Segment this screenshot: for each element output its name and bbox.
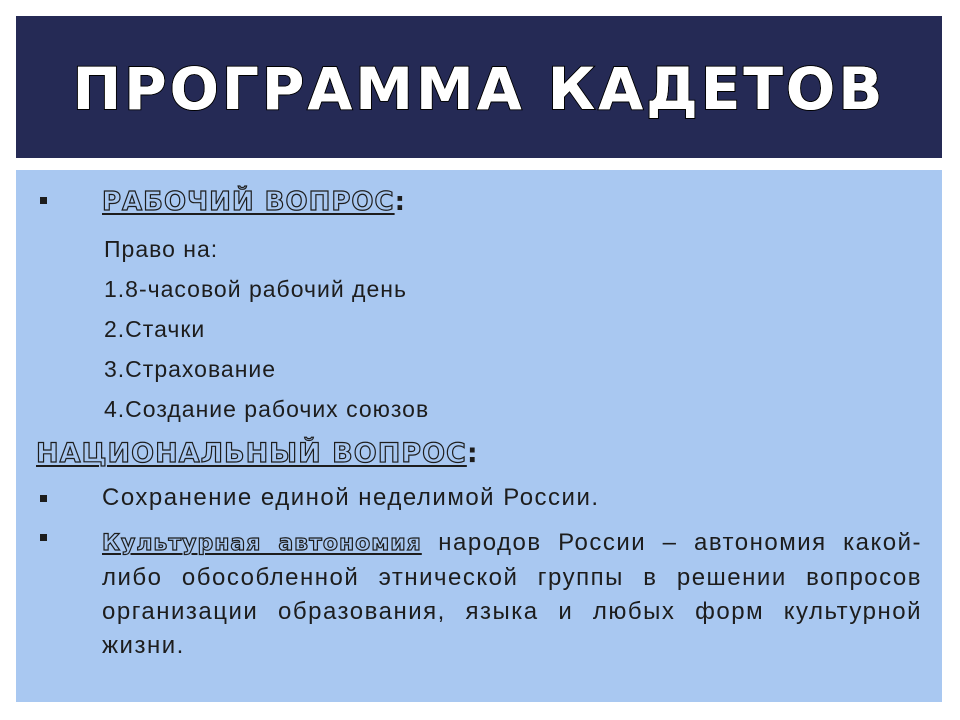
worker-item-4: 4.Создание рабочих союзов	[104, 396, 430, 422]
bullet-icon	[40, 197, 47, 204]
worker-heading-row	[102, 187, 406, 217]
worker-heading-colon: :	[394, 187, 407, 217]
bullet-icon	[40, 534, 47, 541]
national-bullet-2	[102, 526, 922, 663]
worker-item-1: 1.8-часовой рабочий день	[104, 276, 407, 302]
bullet-icon	[40, 495, 47, 502]
cultural-autonomy-definition: народов России – автономия какой-либо обособленной этнической группы в решении вопросов организации образования, языка и любых форм культурной жизни.	[102, 529, 922, 659]
title-bar	[16, 16, 942, 158]
national-bullet-1: Сохранение единой неделимой России.	[102, 484, 600, 511]
worker-item-2: 2.Стачки	[104, 316, 206, 342]
worker-heading: РАБОЧИЙ ВОПРОС	[102, 187, 395, 217]
worker-item-3: 3.Страхование	[104, 356, 277, 382]
worker-intro: Право на:	[104, 236, 219, 262]
content-panel	[16, 170, 942, 702]
slide-title: ПРОГРАММА КАДЕТОВ	[72, 55, 886, 123]
national-heading: НАЦИОНАЛЬНЫЙ ВОПРОС	[36, 438, 467, 469]
national-heading-colon: :	[466, 438, 479, 469]
national-heading-row	[36, 438, 479, 469]
cultural-autonomy-term: Культурная автономия	[102, 531, 422, 556]
